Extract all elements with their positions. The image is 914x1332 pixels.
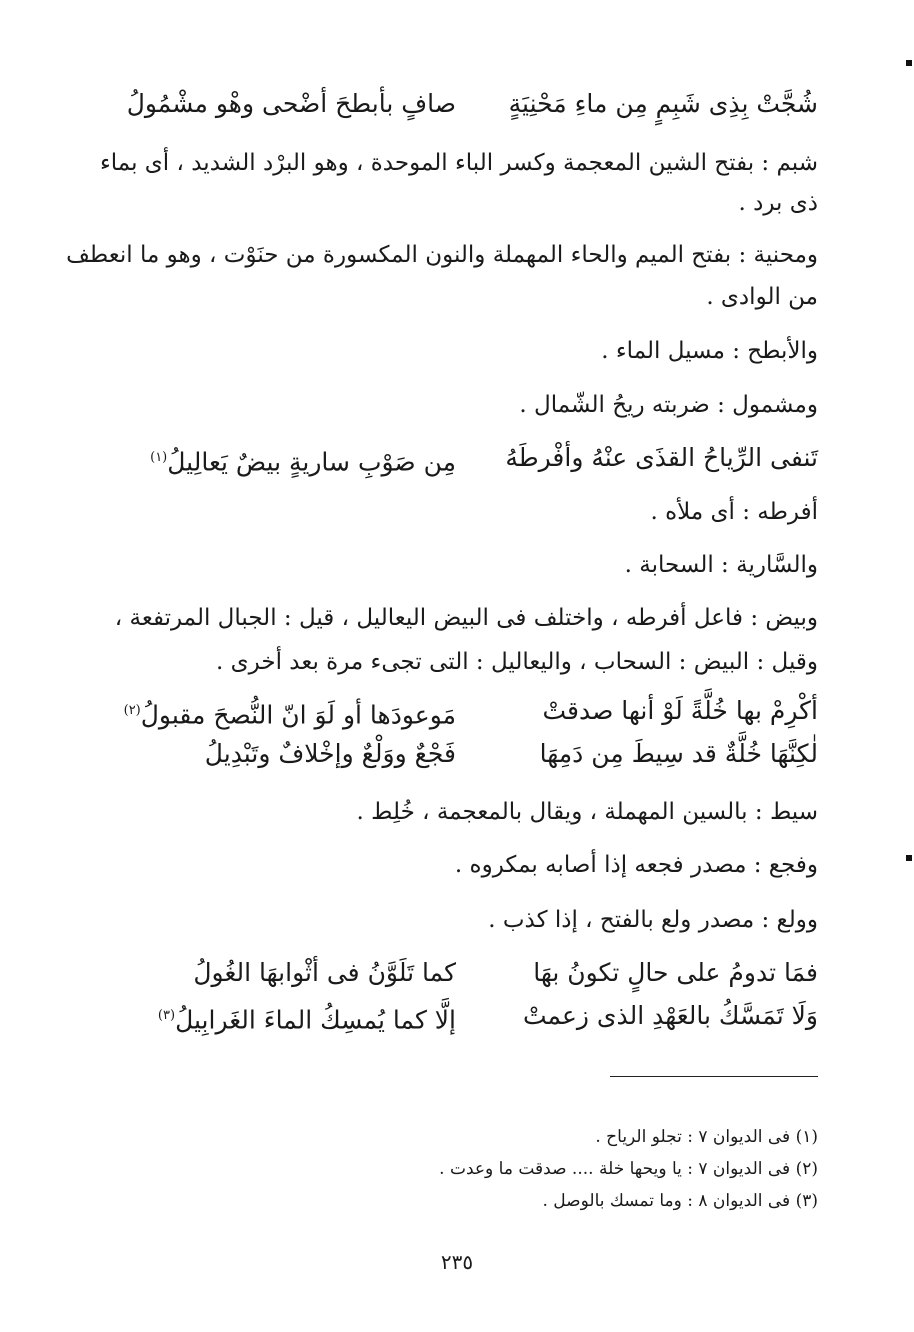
verse-2-second-hemistich (150, 440, 456, 480)
footnote: (٣) فى الديوان ٨ : وما تمسك بالوصل . (542, 1191, 818, 1211)
verse-3-first-hemistich: أكْرِمْ بها خُلَّةً لَوْ أنها صدقتْ (542, 696, 818, 725)
margin-mark-middle (906, 855, 912, 861)
note-line: والأبطح : مسيل الماء . (601, 338, 818, 364)
footnote-ref-2: (٢) (123, 703, 141, 718)
note-line: أفرطه : أى ملأه . (650, 499, 818, 525)
note-line: وولع : مصدر ولع بالفتح ، إذا كذب . (488, 907, 818, 933)
page-number: ٢٣٥ (440, 1250, 474, 1274)
note-line: ومشمول : ضربته ريحُ الشّمال . (519, 392, 818, 418)
verse-3-second-hemistich (124, 693, 456, 733)
note-line: وقيل : البيض : السحاب ، واليعاليل : التى تجىء مرة بعد أخرى . (216, 649, 818, 675)
verse-6-second-hemistich (158, 998, 456, 1038)
note-line: وبيض : فاعل أفرطه ، واختلف فى البيض اليعاليل ، قيل : الجبال المرتفعة ، (114, 605, 818, 631)
footnote-ref-3: (٣) (157, 1008, 176, 1023)
verse-6-first-hemistich: وَلَا تَمَسَّكُ بالعَهْدِ الذى زعمتْ (522, 1001, 818, 1030)
note-line: ذى برد . (738, 190, 818, 216)
verse-4-first-hemistich: لٰكِنَّهَا خُلَّةٌ قد سِيطَ مِن دَمِهَا (539, 739, 818, 768)
note-line: من الوادى . (706, 284, 818, 310)
note-line: ومحنية : بفتح الميم والحاء المهملة والنون المكسورة من حنَوْت ، وهو ما انعطف (66, 242, 818, 268)
verse-2-second-text: مِن صَوْبِ ساريةٍ بيضٌ يَعالِيلُ (167, 447, 456, 477)
footnote: (٢) فى الديوان ٧ : يا ويحها خلة .... صدقت ما وعدت . (439, 1159, 818, 1179)
note-line: سيط : بالسين المهملة ، ويقال بالمعجمة ، خُلِط . (356, 799, 818, 825)
footnote-ref-1: (١) (150, 450, 168, 465)
verse-2-first-hemistich: تَنفى الرِّياحُ القذَى عنْهُ وأفْرطَهُ (505, 443, 818, 472)
note-line: والسَّارية : السحابة . (624, 552, 818, 578)
footnote: (١) فى الديوان ٧ : تجلو الرياح . (595, 1127, 818, 1147)
verse-1-second-hemistich: صافٍ بأبطحَ أضْحى وهْو مشْمُولُ (126, 89, 456, 118)
verse-1-first-hemistich: شُجَّتْ بِذِى شَبِمٍ مِن ماءِ مَحْنِيَةٍ (508, 89, 818, 118)
note-line: وفجع : مصدر فجعه إذا أصابه بمكروه . (454, 852, 818, 878)
verse-6-second-text: إلَّا كما يُمسِكُ الماءَ الغَرابِيلُ (175, 1005, 456, 1035)
note-line: شبم : بفتح الشين المعجمة وكسر الباء الموحدة ، وهو البرْد الشديد ، أى بماء (99, 150, 818, 176)
verse-3-second-text: مَوعودَها أو لَوَ انّ النُّصحَ مقبولُ (140, 700, 456, 730)
margin-mark-top (906, 60, 912, 66)
verse-4-second-hemistich: فَجْعٌ ووَلْعٌ وإخْلافٌ وتَبْدِيلُ (204, 739, 456, 768)
verse-5-second-hemistich: كما تَلَوَّنُ فى أثْوابهَا الغُولُ (193, 958, 456, 987)
footnote-divider (610, 1076, 818, 1077)
verse-5-first-hemistich: فمَا تدومُ على حالٍ تكونُ بهَا (533, 958, 818, 987)
